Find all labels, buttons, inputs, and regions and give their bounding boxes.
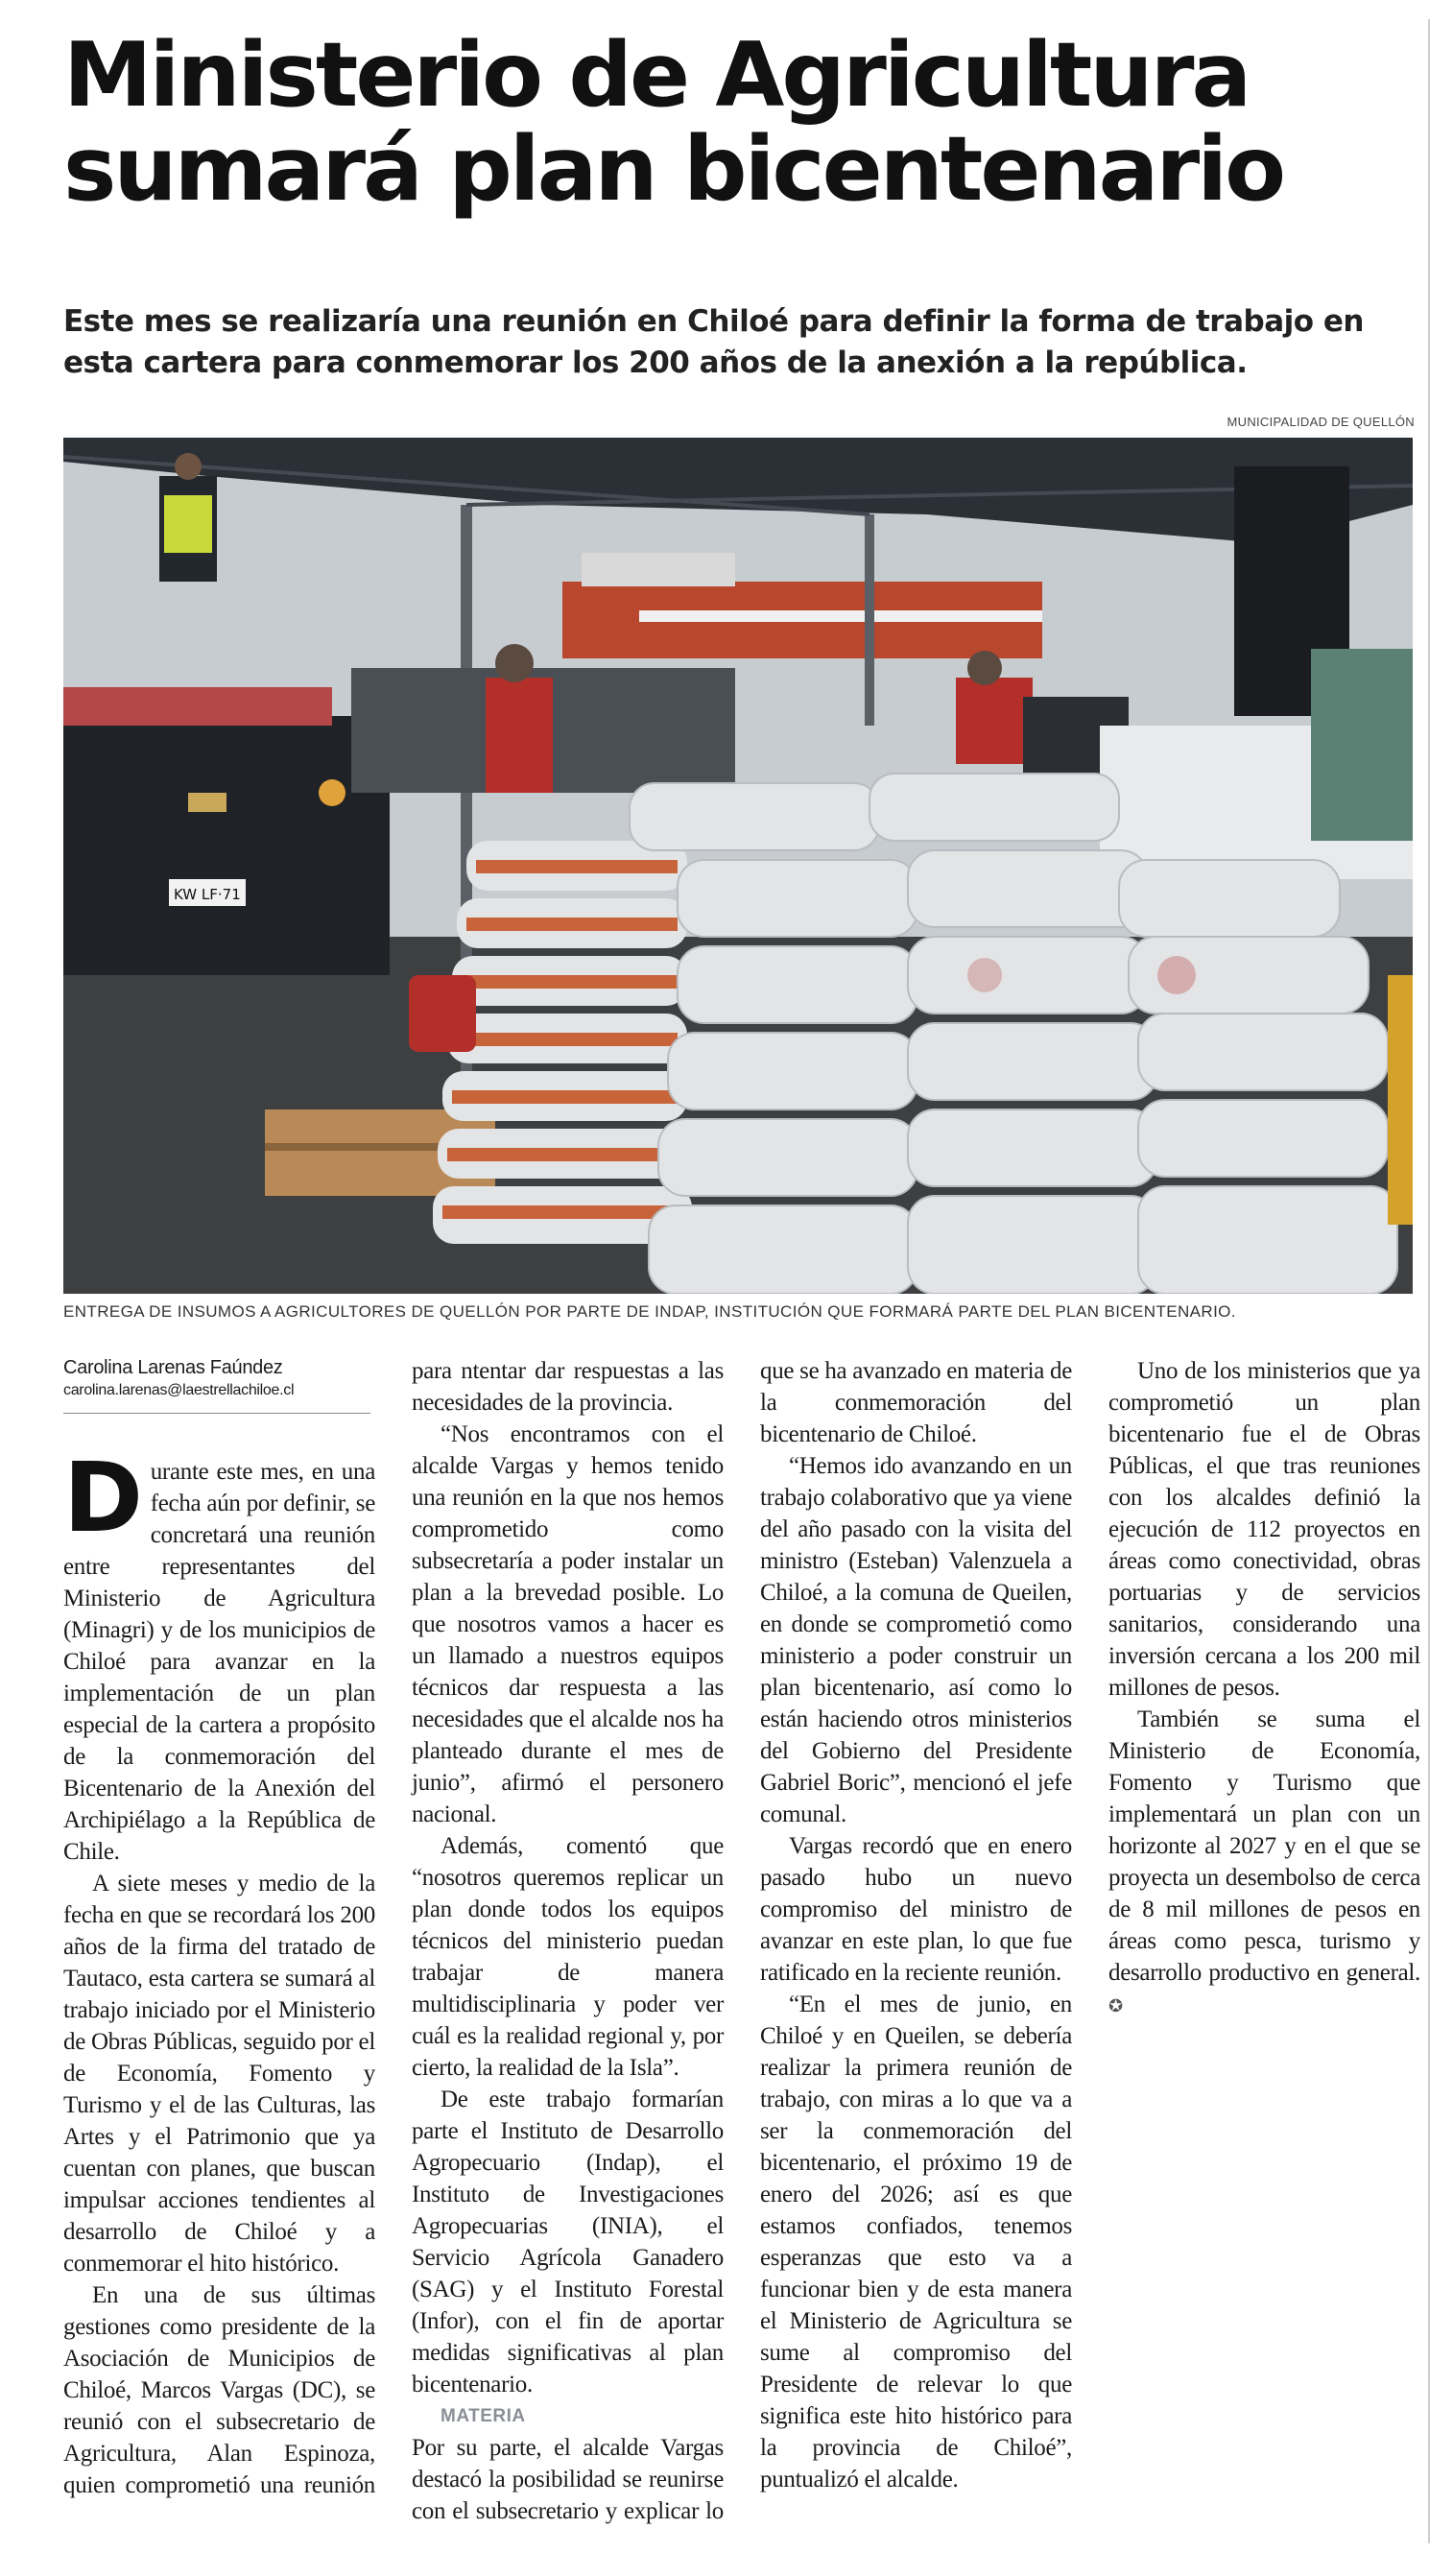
column-rule (1428, 19, 1430, 2543)
subhead: MATERIA (441, 2406, 526, 2426)
body-paragraph-10: “En el mes de junio, en Chiloé y en Queilen, se debería realizar la primera reunión de trabajo, con miras a lo que va a ser la conmemoración del bicentenario, el próximo 19 de enero del 2026; así es que estamos confiados, tenemos esperanzas que esto va a funcionar bien y de esta manera el Ministerio de Agricultura se sume al compromiso del Presidente de relevar lo que significa este hito histórico para la provincia de Chiloé”, puntualizó el alcalde. (760, 1992, 1072, 2493)
article-photo (63, 438, 1413, 1294)
body-paragraph-7: Por su parte, el alcalde Vargas destacó la posibilidad se reunirse con el subsecretario y explicar lo que se ha avanzado en materia de la conmemoración del bicentenario de Chiloé. (412, 1358, 1072, 2524)
end-mark-icon: ✪ (1108, 1996, 1123, 2016)
body-paragraph-12: También se suma el Ministerio de Economía, Fomento y Turismo que implementará un plan con un horizonte al 2027 y en el que se proyecta un desembolso de cerca de 8 mil millones de pesos en áreas como pesca, turismo y desarrollo productivo en general. ✪ (1108, 1706, 1420, 2016)
body-paragraph-9: Vargas recordó que en enero pasado hubo un nuevo compromiso del ministro de avanzar en este plan, lo que fue ratificado en la reciente reunión. (760, 1833, 1072, 1986)
body-paragraph-6: De este trabajo formarían parte el Instituto de Desarrollo Agropecuario (Indap), el Instituto de Investigaciones Agropecuarias (INIA), el Servicio Agrícola Ganadero (SAG) y el Instituto Forestal (Infor), con el fin de aportar medidas significativas al plan bicentenario. (412, 2087, 724, 2397)
body-paragraph-8: “Hemos ido avanzando en un trabajo colaborativo que ya viene del año pasado con la visita del ministro (Esteban) Valenzuela a Chiloé, a la comuna de Queilen, en donde se comprometió como ministerio a poder construir un plan bicentenario, así como lo están haciendo otros ministerios del Gobierno del Presidente Gabriel Boric”, mencionó el jefe comunal. (760, 1453, 1072, 1827)
article-body (63, 1355, 1420, 2555)
body-paragraph-2: A siete meses y medio de la fecha en que se recordará los 200 años de la firma del tratado de Tautaco, esta cartera se sumará al trabajo iniciado por el Ministerio de Obras Públicas, seguido por el de Economía, Fomento y Turismo y el de las Culturas, las Artes y el Patrimonio que ya cuentan con planes, que buscan impulsar acciones tendientes al desarrollo de Chiloé y a conmemorar el hito histórico. (63, 1871, 375, 2277)
headline-line-2: sumará plan bicentenario (63, 116, 1284, 221)
photo-credit: MUNICIPALIDAD DE QUELLÓN (1227, 415, 1415, 429)
headline-line-1: Ministerio de Agricultura (63, 23, 1250, 127)
body-paragraph-5: Además, comentó que “nosotros queremos replicar un plan donde todos los equipos técnicos del ministerio puedan trabajar de manera multidisciplinaria y poder ver cuál es la realidad regional y, por cierto, la realidad de la Isla”. (412, 1833, 724, 2081)
body-paragraph-4: “Nos encontramos con el alcalde Vargas y hemos tenido una reunión en la que nos hemos comprometido como subsecretaría a poder instalar un plan a la brevedad posible. Lo que nosotros vamos a hacer es un llamado a nuestros equipos técnicos dar respuesta a las necesidades que el alcalde nos ha planteado durante el mes de junio”, afirmó el personero nacional. (412, 1421, 724, 1827)
photo-caption: ENTREGA DE INSUMOS A AGRICULTORES DE QUELLÓN POR PARTE DE INDAP, INSTITUCIÓN QUE FORMARÁ PARTE DEL PLAN BICENTENARIO. (63, 1302, 1236, 1321)
deck: Este mes se realizaría una reunión en Chiloé para definir la forma de trabajo en esta cartera para conmemorar los 200 años de la anexión a la república. (63, 304, 1364, 380)
headline (63, 23, 1426, 221)
author-name: Carolina Larenas Faúndez (63, 1357, 283, 1378)
drop-cap: D (63, 1442, 143, 1554)
truck-plate: KW LF·71 (174, 886, 241, 903)
author-email: carolina.larenas@laestrellachiloe.cl (63, 1382, 295, 1398)
body-paragraph-1: Durante este mes, en una fecha aún por definir, se concretará una reunión entre representantes del Ministerio de Agricultura (Minagri) y de los municipios de Chiloé para avanzar en la implementación de un plan especial de la cartera a propósito de la conmemoración del Bicentenario de la Anexión del Archipiélago a la República de Chile. (63, 1442, 375, 1865)
body-paragraph-3: En una de sus últimas gestiones como presidente de la Asociación de Municipios de Chiloé, Marcos Vargas (DC), se reunió con el subsecretario de Agricultura, Alan Espinoza, quien comprometió una reunión para ntentar dar respuestas a las necesidades de la provincia. (63, 1358, 724, 2498)
body-paragraph-11: Uno de los ministerios que ya comprometió un plan bicentenario fue el de Obras Públicas, el que tras reuniones con los alcaldes definió la ejecución de 112 proyectos en áreas como conectividad, obras portuarias y de servicios sanitarios, considerando una inversión cercana a los 200 mil millones de pesos. (1108, 1358, 1420, 1701)
